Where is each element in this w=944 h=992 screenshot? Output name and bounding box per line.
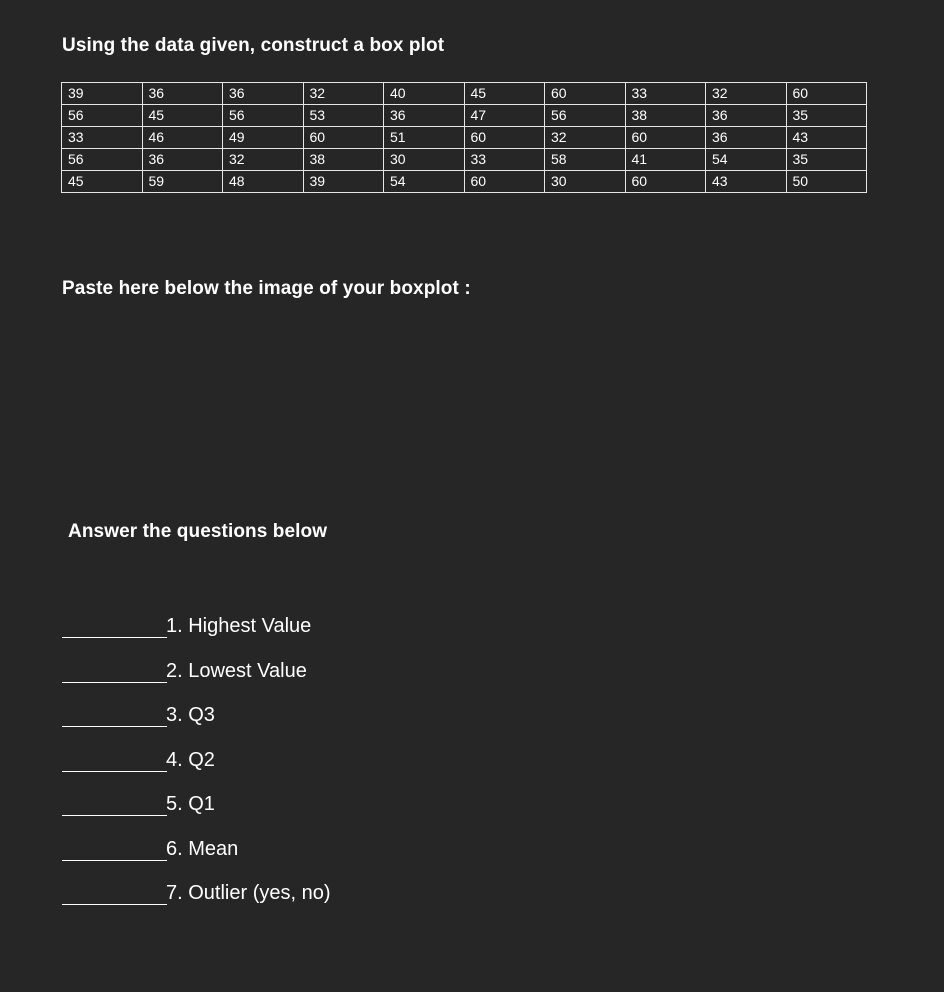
question-label: 7. Outlier (yes, no) [166,882,331,904]
table-cell: 30 [384,149,465,171]
table-cell: 60 [545,83,626,105]
table-cell: 60 [464,127,545,149]
table-cell: 51 [384,127,465,149]
table-cell: 33 [62,127,143,149]
answer-blank[interactable] [62,904,167,905]
table-cell: 60 [303,127,384,149]
table-cell: 39 [303,171,384,193]
table-cell: 36 [142,149,223,171]
question-label: 4. Q2 [166,748,215,771]
table-cell: 35 [786,105,867,127]
table-cell: 54 [384,171,465,193]
table-row [62,171,867,193]
table-row [62,83,867,105]
table-cell: 58 [545,149,626,171]
table-cell: 45 [464,83,545,105]
table-cell: 59 [142,171,223,193]
answer-blank[interactable] [62,726,167,727]
paste-instruction: Paste here below the image of your boxplot : [62,278,471,299]
table-cell: 32 [303,83,384,105]
table-cell: 33 [625,83,706,105]
table-row [62,127,867,149]
table-row [62,105,867,127]
table-cell: 35 [786,149,867,171]
question-label: 1. Highest Value [166,615,312,637]
table-cell: 53 [303,105,384,127]
question-label: 3. Q3 [166,704,215,726]
table-cell: 45 [142,105,223,127]
table-cell: 49 [223,127,304,149]
data-table [61,82,867,193]
answer-blank[interactable] [62,771,167,772]
table-cell: 41 [625,149,706,171]
answer-blank[interactable] [62,682,167,683]
table-cell: 36 [384,105,465,127]
table-cell: 54 [706,149,787,171]
table-cell: 36 [142,83,223,105]
table-cell: 56 [62,149,143,171]
table-cell: 33 [464,149,545,171]
table-cell: 32 [223,149,304,171]
question-label: 6. Mean [166,837,239,860]
answer-blank[interactable] [62,637,167,638]
table-cell: 36 [223,83,304,105]
table-cell: 36 [706,105,787,127]
table-cell: 47 [464,105,545,127]
table-cell: 32 [545,127,626,149]
table-cell: 43 [786,127,867,149]
table-cell: 39 [62,83,143,105]
table-cell: 36 [706,127,787,149]
answer-heading: Answer the questions below [68,521,328,542]
table-row [62,149,867,171]
answer-blank[interactable] [62,860,167,861]
table-cell: 60 [625,171,706,193]
table-cell: 43 [706,171,787,193]
table-cell: 56 [545,105,626,127]
page-title: Using the data given, construct a box plot [62,35,445,56]
table-cell: 56 [62,105,143,127]
table-cell: 40 [384,83,465,105]
table-cell: 46 [142,127,223,149]
table-cell: 45 [62,171,143,193]
table-cell: 60 [625,127,706,149]
table-cell: 60 [464,171,545,193]
table-cell: 32 [706,83,787,105]
table-cell: 60 [786,83,867,105]
table-cell: 38 [625,105,706,127]
table-cell: 56 [223,105,304,127]
table-cell: 38 [303,149,384,171]
answer-blank[interactable] [62,815,167,816]
table-cell: 48 [223,171,304,193]
question-label: 2. Lowest Value [166,659,307,682]
question-label: 5. Q1 [166,793,215,815]
table-cell: 30 [545,171,626,193]
table-cell: 50 [786,171,867,193]
